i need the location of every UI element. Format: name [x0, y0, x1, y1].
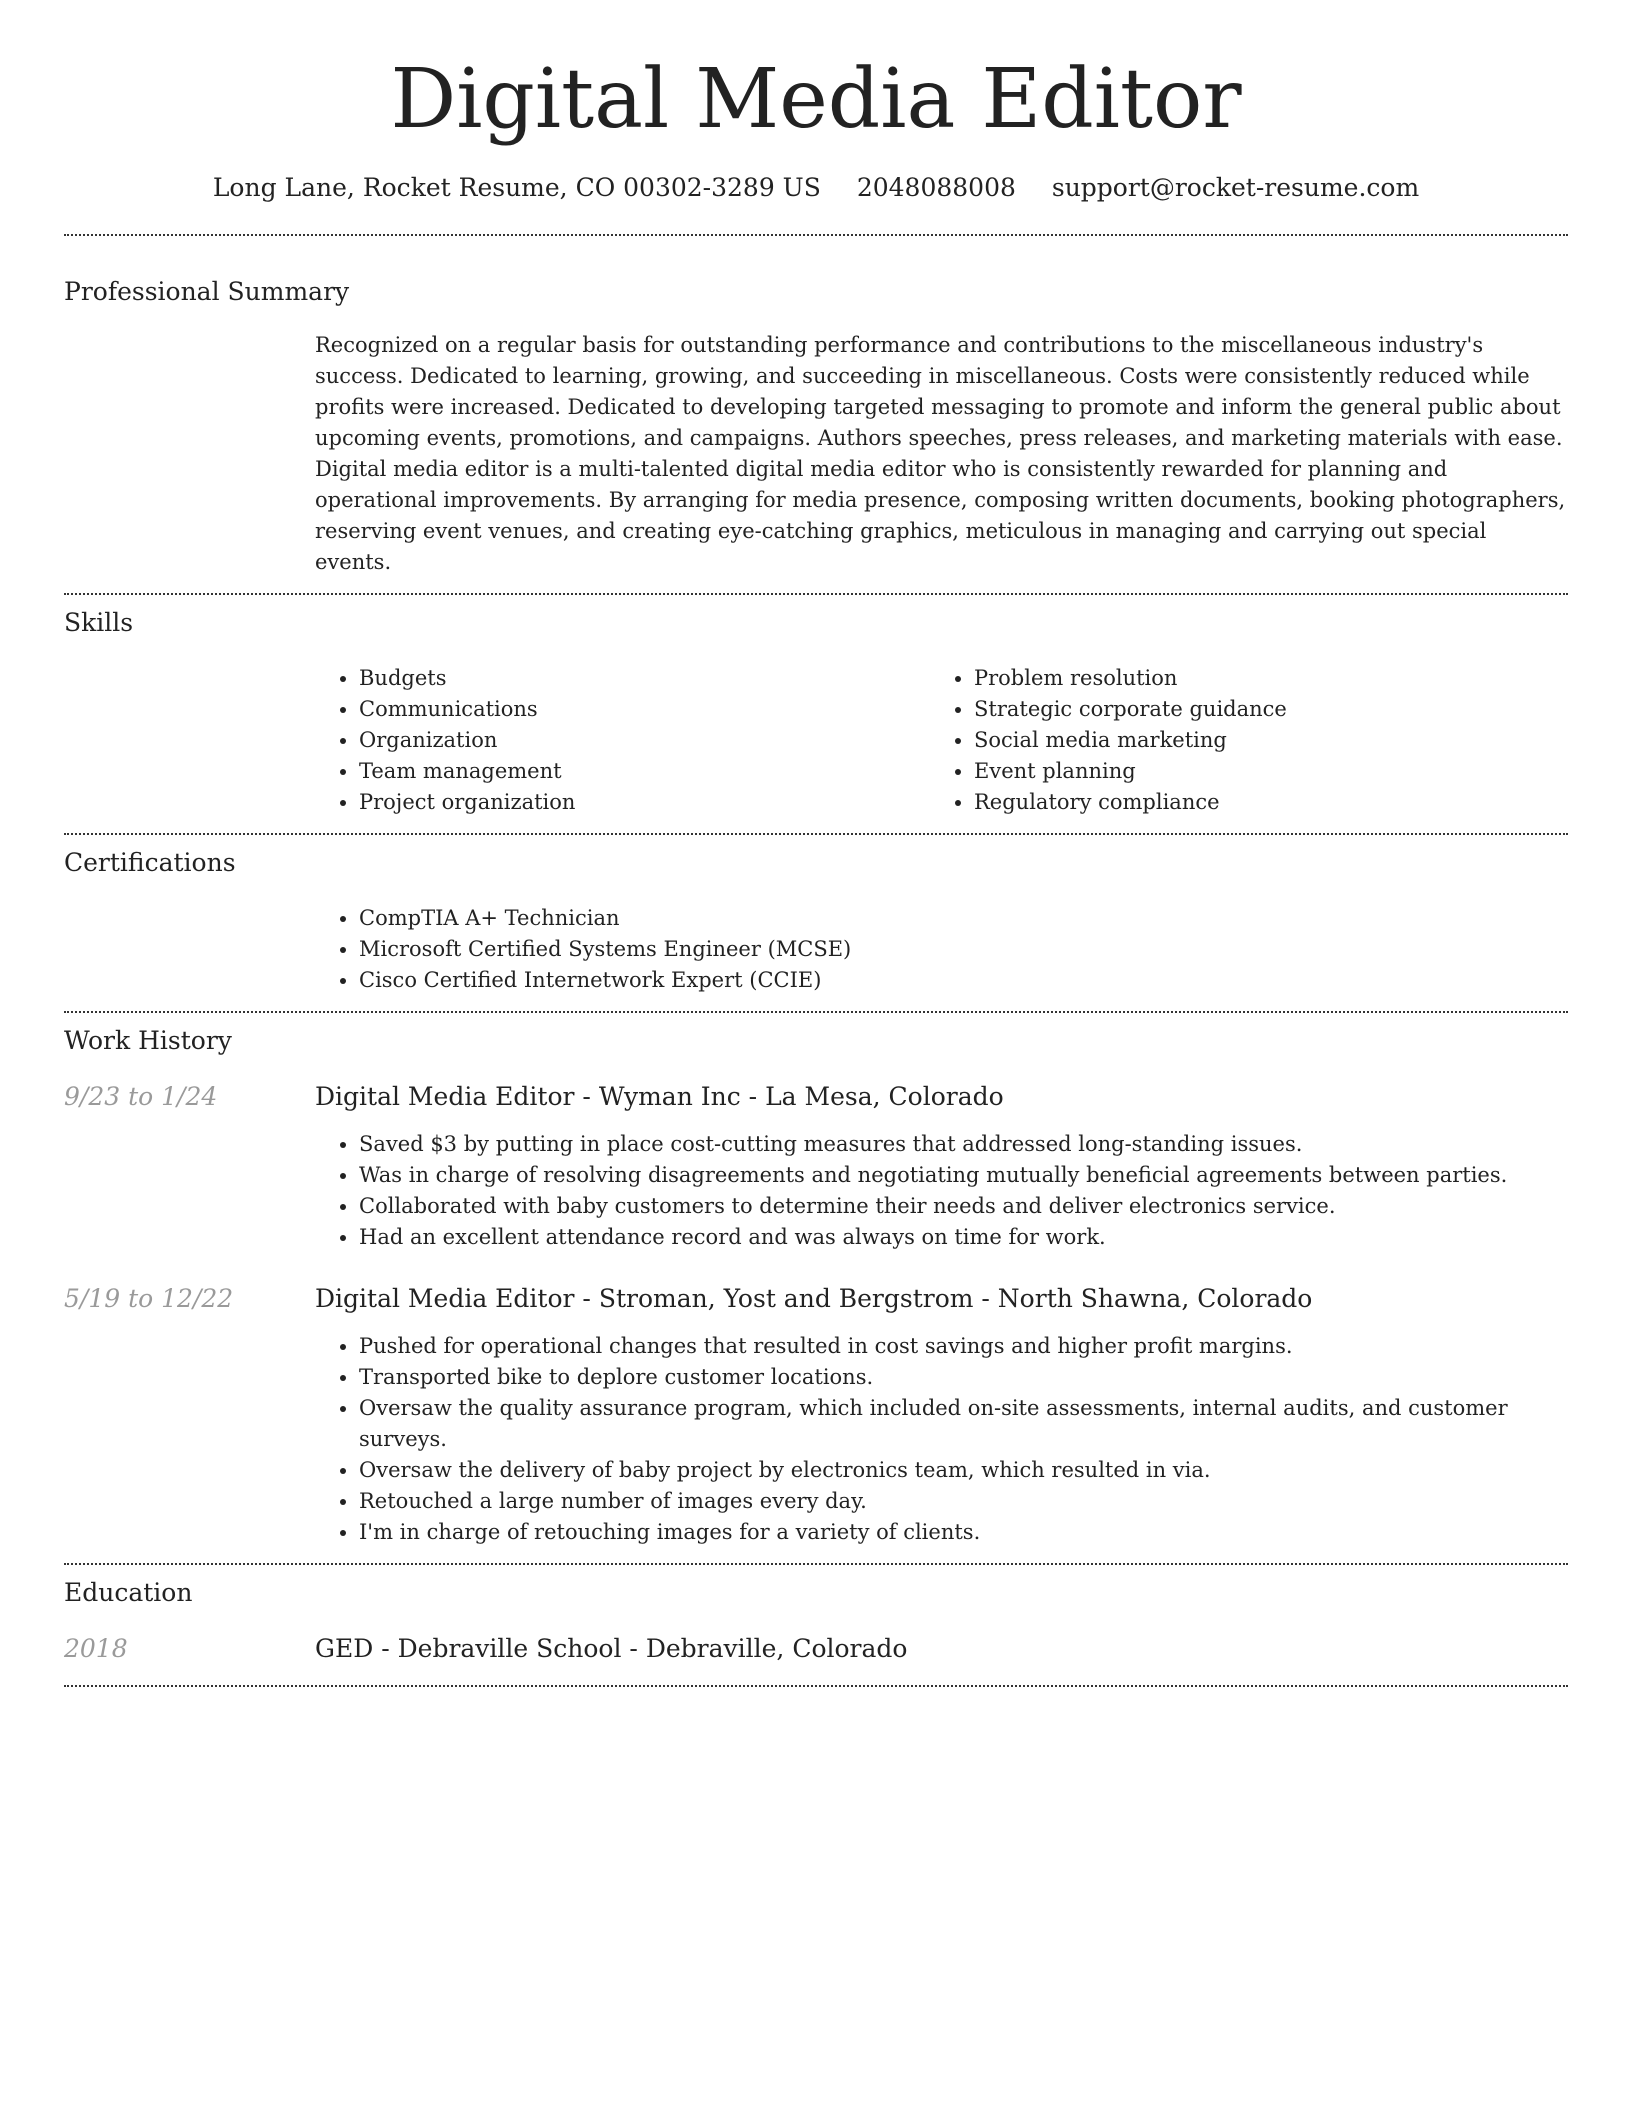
- contact-email: support@rocket-resume.com: [1051, 173, 1420, 202]
- skill-item: • Event planning: [974, 756, 1545, 787]
- divider: [64, 234, 1568, 236]
- skills-list: [315, 663, 1568, 818]
- section-title-work: Work History: [64, 1026, 232, 1055]
- candidate-name: Digital Media Editor: [390, 52, 1242, 147]
- section-title-summary: Professional Summary: [64, 277, 350, 306]
- certifications-section: [64, 847, 1568, 996]
- job-role: Digital Media Editor: [315, 1284, 575, 1313]
- contact-phone: 2048088008: [856, 173, 1016, 202]
- skill-item: • Budgets: [359, 663, 930, 694]
- job-bullet: • Retouched a large number of images every day.: [359, 1486, 1568, 1517]
- skill-item: • Project organization: [359, 787, 930, 818]
- divider: [64, 1685, 1568, 1687]
- job-bullet-list: [315, 1129, 1568, 1253]
- education-year: 2018: [64, 1634, 128, 1663]
- job-bullet: • Transported bike to deplore customer locations.: [359, 1362, 1568, 1393]
- contact-address: Long Lane, Rocket Resume, CO 00302-3289 US: [212, 173, 821, 202]
- certification-item: • Cisco Certified Internetwork Expert (CCIE): [359, 965, 1568, 996]
- section-title-certifications: Certifications: [64, 848, 236, 877]
- job-bullet: • Collaborated with baby customers to determine their needs and deliver electronics service.: [359, 1191, 1568, 1222]
- skill-item: • Organization: [359, 725, 930, 756]
- skill-item: • Team management: [359, 756, 930, 787]
- skills-column-right: [930, 663, 1545, 818]
- summary-content: [315, 330, 1568, 578]
- job-bullets: [315, 1331, 1568, 1548]
- skill-item: • Communications: [359, 694, 930, 725]
- job-dates: 9/23 to 1/24: [64, 1082, 218, 1111]
- job-bullet: • Pushed for operational changes that resulted in cost savings and higher profit margins.: [359, 1331, 1568, 1362]
- job-bullet: • Saved $3 by putting in place cost-cutting measures that addressed long-standing issues.: [359, 1129, 1568, 1160]
- summary-section: [64, 276, 1568, 578]
- certifications-list: [315, 903, 1568, 996]
- certification-item: • CompTIA A+ Technician: [359, 903, 1568, 934]
- job-entry: [64, 1081, 1568, 1253]
- resume-page: [64, 0, 1568, 1687]
- job-title: [315, 1283, 1312, 1315]
- skill-item: • Regulatory compliance: [974, 787, 1545, 818]
- education-degree: GED: [315, 1634, 374, 1663]
- divider: [64, 833, 1568, 835]
- skill-item: • Problem resolution: [974, 663, 1545, 694]
- education-section: [64, 1577, 1568, 1665]
- job-entry: [64, 1283, 1568, 1548]
- certifications-bullets: [315, 903, 1568, 996]
- job-dates: 5/19 to 12/22: [64, 1284, 234, 1313]
- job-title: [315, 1081, 1004, 1113]
- divider: [64, 1563, 1568, 1565]
- education-title: [315, 1633, 907, 1665]
- job-company: - Wyman Inc - La Mesa, Colorado: [574, 1082, 1004, 1111]
- job-header: [64, 1081, 1568, 1113]
- skill-item: • Strategic corporate guidance: [974, 694, 1545, 725]
- contact-line: [64, 172, 1568, 204]
- education-entry: [64, 1633, 1568, 1665]
- section-title-education: Education: [64, 1578, 193, 1607]
- job-header: [64, 1283, 1568, 1315]
- divider: [64, 593, 1568, 595]
- skill-item: • Social media marketing: [974, 725, 1545, 756]
- job-bullet: • Oversaw the quality assurance program, which included on-site assessments, internal audits, and customer surveys.: [359, 1393, 1568, 1455]
- job-bullet: • I'm in charge of retouching images for a variety of clients.: [359, 1517, 1568, 1548]
- job-bullets: [315, 1129, 1568, 1253]
- divider: [64, 1011, 1568, 1013]
- summary-text: Recognized on a regular basis for outstanding performance and contributions to the miscellaneous industry's success. Dedicated to learning, growing, and succeeding in miscellaneous. Costs were consistently reduced while profits were increased. Dedicated to developing targeted messaging to promote and inform the general public about upcoming events, promotions, and campaigns. Authors speeches, press releases, and marketing materials with ease. Digital media editor is a multi-talented digital media editor who is consistently rewarded for planning and operational improvements. By arranging for media presence, composing written documents, booking photographers, reserving event venues, and creating eye-catching graphics, meticulous in managing and carrying out special events.: [315, 333, 1566, 574]
- job-bullet-list: [315, 1331, 1568, 1548]
- job-company: - Stroman, Yost and Bergstrom - North Shawna, Colorado: [574, 1284, 1313, 1313]
- education-school: - Debraville School - Debraville, Colorado: [373, 1634, 908, 1663]
- job-bullet: • Oversaw the delivery of baby project by electronics team, which resulted in via.: [359, 1455, 1568, 1486]
- job-role: Digital Media Editor: [315, 1082, 575, 1111]
- job-bullet: • Was in charge of resolving disagreements and negotiating mutually beneficial agreements between parties.: [359, 1160, 1568, 1191]
- skills-section: [64, 607, 1568, 818]
- certification-item: • Microsoft Certified Systems Engineer (MCSE): [359, 934, 1568, 965]
- work-section: [64, 1025, 1568, 1548]
- section-title-skills: Skills: [64, 608, 134, 637]
- job-bullet: • Had an excellent attendance record and was always on time for work.: [359, 1222, 1568, 1253]
- skills-column-left: [315, 663, 930, 818]
